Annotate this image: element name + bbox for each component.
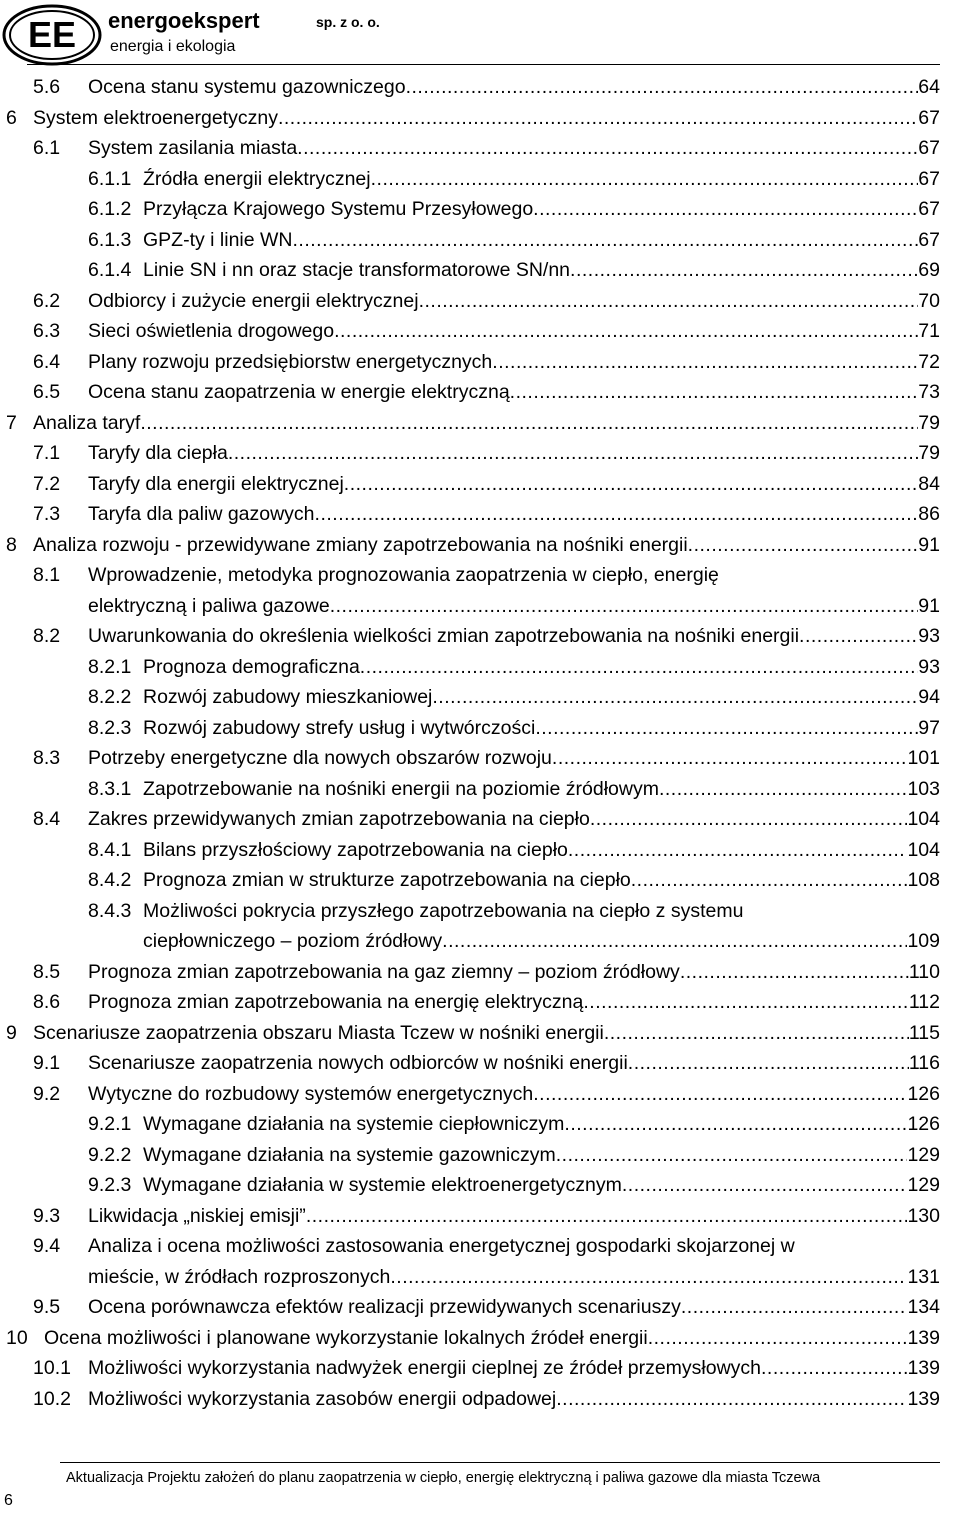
toc-entry-leader xyxy=(659,774,908,804)
toc-entry-page: 126 xyxy=(907,1082,940,1105)
toc-entry-number: 6.1.2 xyxy=(88,198,132,220)
toc-entry-page: 93 xyxy=(918,625,940,647)
toc-entry-page: 129 xyxy=(907,1143,940,1166)
toc-entry-number: 6.1 xyxy=(33,137,61,159)
toc-entry-number: 6.1.4 xyxy=(88,259,132,281)
toc-entry-number: 7.2 xyxy=(33,472,61,495)
toc-entry[interactable] xyxy=(33,1353,940,1383)
toc-entry-number: 6.1.1 xyxy=(88,167,132,190)
toc-entry-leader xyxy=(628,1048,909,1078)
footer-divider xyxy=(60,1462,940,1463)
toc-entry-leader xyxy=(688,530,919,560)
toc-entry-title-continued: ciepłowniczego – poziom źródłowy xyxy=(143,930,443,952)
toc-entry-title: System elektroenergetyczny xyxy=(33,106,278,129)
toc-entry-number: 8.2.1 xyxy=(88,655,132,678)
toc-entry-leader xyxy=(315,499,919,529)
toc-entry-number: 5.6 xyxy=(33,76,61,98)
toc-entry-leader xyxy=(761,1353,907,1383)
toc-entry-leader xyxy=(533,194,918,224)
toc-entry-continuation[interactable] xyxy=(143,926,940,956)
toc-entry-leader xyxy=(681,1292,908,1322)
toc-entry-number: 8.1 xyxy=(33,564,61,586)
toc-entry-title: Zapotrzebowanie na nośniki energii na poziomie źródłowym xyxy=(143,777,659,800)
toc-entry-leader xyxy=(604,1018,909,1048)
toc-entry[interactable] xyxy=(33,286,940,316)
toc-entry-title: Uwarunkowania do określenia wielkości zmian zapotrzebowania na nośniki energii xyxy=(88,625,800,647)
toc-entry[interactable] xyxy=(88,1140,940,1170)
toc-entry-leader xyxy=(306,1201,908,1231)
toc-entry[interactable] xyxy=(33,469,940,499)
toc-entry-page: 67 xyxy=(918,106,940,129)
toc-entry-page: 84 xyxy=(918,472,940,495)
toc-entry-title: Prognoza zmian w strukturze zapotrzebowania na ciepło xyxy=(143,869,631,891)
toc-entry[interactable] xyxy=(88,164,940,194)
toc-entry-page: 67 xyxy=(918,228,940,251)
toc-entry-number: 8 xyxy=(6,533,17,556)
toc-entry-leader xyxy=(330,591,919,621)
toc-entry-leader xyxy=(419,286,919,316)
toc-entry[interactable] xyxy=(33,377,940,407)
toc-entry[interactable] xyxy=(33,987,940,1017)
toc-entry[interactable] xyxy=(88,652,940,682)
toc-entry[interactable] xyxy=(33,438,940,468)
toc-entry[interactable] xyxy=(33,316,940,346)
toc-entry-number: 9.1 xyxy=(33,1052,61,1074)
logo-text: EE xyxy=(27,14,77,55)
toc-entry-leader xyxy=(360,652,919,682)
toc-entry-number: 9.2.3 xyxy=(88,1174,132,1196)
toc-entry-title: Rozwój zabudowy mieszkaniowej xyxy=(143,686,433,708)
toc-entry-page: 139 xyxy=(907,1326,940,1349)
toc-entry-number: 6.5 xyxy=(33,381,61,403)
toc-entry-title: Możliwości wykorzystania nadwyżek energii cieplnej ze źródeł przemysłowych xyxy=(88,1357,762,1379)
toc-entry[interactable] xyxy=(33,1079,940,1109)
toc-entry-leader xyxy=(228,438,918,468)
toc-entry-leader xyxy=(533,1079,907,1109)
toc-entry-title: Ocena porównawcza efektów realizacji przewidywanych scenariuszy xyxy=(88,1296,681,1318)
toc-entry-number: 8.4.3 xyxy=(88,899,132,922)
toc-entry[interactable] xyxy=(33,1201,940,1231)
toc-entry-title: Taryfy dla energii elektrycznej xyxy=(88,472,344,495)
toc-entry-page: 69 xyxy=(918,259,940,281)
toc-entry-number: 9.4 xyxy=(33,1235,61,1257)
toc-entry-title: Wytyczne do rozbudowy systemów energetycznych xyxy=(88,1082,534,1105)
toc-entry-leader xyxy=(552,743,908,773)
toc-entry[interactable] xyxy=(88,194,940,224)
toc-entry-title-continued: mieście, w źródłach rozproszonych xyxy=(88,1265,391,1288)
toc-entry[interactable] xyxy=(33,347,940,377)
toc-entry-number: 8.2.3 xyxy=(88,716,132,739)
toc-entry-title: GPZ-ty i linie WN xyxy=(143,228,293,251)
toc-entry-page: 116 xyxy=(908,1052,940,1074)
toc-entry-page: 126 xyxy=(907,1113,940,1135)
toc-entry-number: 8.6 xyxy=(33,991,61,1013)
toc-entry[interactable] xyxy=(33,957,940,987)
toc-entry-page: 67 xyxy=(918,137,940,159)
toc-entry[interactable] xyxy=(6,408,940,438)
toc-entry-page: 112 xyxy=(908,991,940,1013)
toc-entry-leader xyxy=(297,133,918,163)
toc-entry-title: Wymagane działania w systemie elektroenergetycznym xyxy=(143,1174,622,1196)
toc-entry-leader xyxy=(334,316,918,346)
toc-entry-number: 6.1.3 xyxy=(88,228,132,251)
toc-entry[interactable] xyxy=(88,896,940,926)
toc-entry-page: 93 xyxy=(918,655,940,678)
toc-entry-leader xyxy=(631,865,908,895)
company-logo xyxy=(2,4,102,66)
toc-entry-number: 8.4.2 xyxy=(88,869,132,891)
toc-entry-title: Wprowadzenie, metodyka prognozowania zaopatrzenia w ciepło, energię xyxy=(88,564,719,586)
toc-entry-page: 103 xyxy=(907,777,940,800)
toc-entry-title: Linie SN i nn oraz stacje transformatorowe SN/nn xyxy=(143,259,571,281)
toc-entry[interactable] xyxy=(33,1292,940,1322)
toc-entry-title: Ocena możliwości i planowane wykorzystanie lokalnych źródeł energii xyxy=(44,1326,648,1349)
toc-entry-number: 6 xyxy=(6,106,17,129)
toc-entry-page: 91 xyxy=(918,594,940,617)
toc-entry-leader xyxy=(278,103,918,133)
toc-entry[interactable] xyxy=(6,530,940,560)
toc-entry-page: 129 xyxy=(907,1174,940,1196)
toc-entry-number: 9.2.2 xyxy=(88,1143,132,1166)
toc-entry-title: Analiza rozwoju - przewidywane zmiany zapotrzebowania na nośniki energii xyxy=(33,533,688,556)
company-suffix: sp. z o. o. xyxy=(316,14,380,30)
toc-entry-leader xyxy=(535,713,918,743)
toc-entry[interactable] xyxy=(6,103,940,133)
toc-entry-number: 8.5 xyxy=(33,960,61,983)
toc-entry-title: Analiza taryf xyxy=(33,411,141,434)
toc-entry-page: 101 xyxy=(907,747,940,769)
toc-entry-leader xyxy=(648,1323,908,1353)
toc-entry-number: 7.3 xyxy=(33,503,61,525)
toc-entry[interactable] xyxy=(88,225,940,255)
toc-entry-title: Przyłącza Krajowego Systemu Przesyłowego xyxy=(143,198,534,220)
toc-entry-page: 109 xyxy=(907,930,940,952)
toc-entry-number: 8.2 xyxy=(33,625,61,647)
toc-entry-title: Wymagane działania na systemie ciepłowniczym xyxy=(143,1113,565,1135)
toc-entry-page: 94 xyxy=(918,686,940,708)
toc-entry-number: 9.5 xyxy=(33,1296,61,1318)
toc-entry-leader xyxy=(556,1384,907,1414)
toc-entry-title-continued: elektryczną i paliwa gazowe xyxy=(88,594,330,617)
toc-entry-leader xyxy=(622,1170,908,1200)
toc-entry-leader xyxy=(344,469,919,499)
toc-entry-page: 104 xyxy=(907,838,940,861)
toc-entry-number: 8.4 xyxy=(33,808,61,830)
footer-title: Aktualizacja Projektu założeń do planu zaopatrzenia w ciepło, energię elektryczną i paliwa gazowe dla miasta Tczewa xyxy=(66,1470,821,1486)
toc-entry-title: Ocena stanu zaopatrzenia w energie elektryczną xyxy=(88,381,510,403)
toc-entry[interactable] xyxy=(88,682,940,712)
toc-entry-title: Rozwój zabudowy strefy usług i wytwórczości xyxy=(143,716,536,739)
toc-entry-number: 9.2 xyxy=(33,1082,61,1105)
toc-entry-number: 8.4.1 xyxy=(88,838,132,861)
toc-entry-leader xyxy=(583,987,909,1017)
toc-entry-leader xyxy=(406,72,919,102)
toc-entry-title: Scenariusze zaopatrzenia nowych odbiorców w nośniki energii xyxy=(88,1052,628,1074)
toc-entry-number: 10.2 xyxy=(33,1387,71,1410)
toc-entry-number: 10.1 xyxy=(33,1357,71,1379)
toc-entry-page: 108 xyxy=(907,869,940,891)
toc-entry-number: 7 xyxy=(6,411,17,434)
toc-entry-title: System zasilania miasta xyxy=(88,137,298,159)
toc-entry-page: 72 xyxy=(918,350,940,373)
toc-entry-leader xyxy=(568,835,908,865)
toc-entry-page: 130 xyxy=(907,1204,940,1227)
toc-entry[interactable] xyxy=(88,774,940,804)
toc-entry-page: 70 xyxy=(918,289,940,312)
toc-entry-leader xyxy=(590,804,908,834)
toc-entry-title: Źródła energii elektrycznej xyxy=(143,167,371,190)
toc-entry-title: Likwidacja „niskiej emisji” xyxy=(88,1204,306,1227)
toc-entry-title: Taryfy dla ciepła xyxy=(88,442,228,464)
toc-entry-continuation[interactable] xyxy=(88,591,940,621)
toc-entry-number: 6.2 xyxy=(33,289,61,312)
toc-entry-title: Sieci oświetlenia drogowego xyxy=(88,320,335,342)
toc-entry-number: 6.3 xyxy=(33,320,61,342)
toc-entry-page: 134 xyxy=(907,1296,940,1318)
toc-entry-number: 8.3 xyxy=(33,747,61,769)
toc-entry-number: 8.2.2 xyxy=(88,686,132,708)
toc-entry-title: Ocena stanu systemu gazowniczego xyxy=(88,76,406,98)
toc-entry[interactable] xyxy=(33,499,940,529)
toc-entry-title: Prognoza zmian zapotrzebowania na energię elektryczną xyxy=(88,991,584,1013)
toc-entry-leader xyxy=(432,682,918,712)
toc-entry-page: 91 xyxy=(918,533,940,556)
toc-entry-leader xyxy=(570,255,918,285)
toc-entry-page: 67 xyxy=(918,167,940,190)
toc-entry[interactable] xyxy=(6,1018,940,1048)
toc-entry[interactable] xyxy=(88,255,940,285)
toc-entry-page: 79 xyxy=(918,411,940,434)
toc-entry[interactable] xyxy=(6,1323,940,1353)
toc-entry-page: 97 xyxy=(918,716,940,739)
toc-entry[interactable] xyxy=(33,560,940,590)
header-divider xyxy=(27,64,940,65)
toc-entry[interactable] xyxy=(88,713,940,743)
toc-entry-leader xyxy=(510,377,919,407)
toc-entry-page: 139 xyxy=(907,1387,940,1410)
page-number: 6 xyxy=(4,1492,13,1509)
toc-entry-number: 6.4 xyxy=(33,350,61,373)
toc-entry-page: 110 xyxy=(908,960,940,983)
toc-entry-leader xyxy=(799,621,918,651)
toc-entry-continuation[interactable] xyxy=(88,1262,940,1292)
toc-entry-page: 131 xyxy=(907,1265,940,1288)
toc-entry-title: Bilans przyszłościowy zapotrzebowania na ciepło xyxy=(143,838,568,861)
toc-entry-title: Plany rozwoju przedsiębiorstw energetycznych xyxy=(88,350,493,373)
toc-entry-page: 86 xyxy=(918,503,940,525)
toc-entry-page: 79 xyxy=(918,442,940,464)
toc-entry-leader xyxy=(680,957,909,987)
toc-entry[interactable] xyxy=(88,835,940,865)
toc-entry-leader xyxy=(140,408,918,438)
toc-entry-title: Możliwości wykorzystania zasobów energii odpadowej xyxy=(88,1387,557,1410)
toc-entry-title: Możliwości pokrycia przyszłego zapotrzebowania na ciepło z systemu xyxy=(143,899,744,922)
toc-entry[interactable] xyxy=(33,72,940,102)
toc-entry-title: Zakres przewidywanych zmian zapotrzebowania na ciepło xyxy=(88,808,590,830)
toc-entry-leader xyxy=(293,225,919,255)
toc-entry-page: 71 xyxy=(918,320,940,342)
toc-entry-number: 10 xyxy=(6,1326,28,1349)
toc-entry-leader xyxy=(371,164,919,194)
toc-entry-title: Prognoza demograficzna xyxy=(143,655,360,678)
toc-entry-number: 9 xyxy=(6,1021,17,1044)
toc-entry-page: 139 xyxy=(907,1357,940,1379)
toc-entry-page: 104 xyxy=(907,808,940,830)
toc-entry-leader xyxy=(556,1140,908,1170)
toc-entry-page: 64 xyxy=(918,76,940,98)
toc-entry-number: 8.3.1 xyxy=(88,777,132,800)
company-name: energoekspert xyxy=(108,8,260,33)
toc-entry-title: Analiza i ocena możliwości zastosowania energetycznej gospodarki skojarzonej w xyxy=(88,1235,795,1257)
toc-entry-number: 9.2.1 xyxy=(88,1113,132,1135)
toc-entry[interactable] xyxy=(33,1231,940,1261)
toc-entry[interactable] xyxy=(33,1048,940,1078)
toc-entry[interactable] xyxy=(88,1170,940,1200)
toc-entry-title: Scenariusze zaopatrzenia obszaru Miasta Tczew w nośniki energii xyxy=(33,1021,604,1044)
toc-entry-leader xyxy=(390,1262,907,1292)
toc-entry-title: Taryfa dla paliw gazowych xyxy=(88,503,315,525)
toc-entry[interactable] xyxy=(33,1384,940,1414)
toc-entry-title: Prognoza zmian zapotrzebowania na gaz ziemny – poziom źródłowy xyxy=(88,960,680,983)
toc-entry-title: Wymagane działania na systemie gazowniczym xyxy=(143,1143,556,1166)
page-header xyxy=(0,0,960,70)
toc-entry-page: 67 xyxy=(918,198,940,220)
toc-entry[interactable] xyxy=(33,133,940,163)
toc-entry[interactable] xyxy=(33,621,940,651)
toc-entry-page: 73 xyxy=(918,381,940,403)
toc-entry-page: 115 xyxy=(908,1021,940,1044)
toc-entry[interactable] xyxy=(88,865,940,895)
toc-entry-leader xyxy=(492,347,918,377)
toc-entry-title: Potrzeby energetyczne dla nowych obszarów rozwoju xyxy=(88,747,552,769)
toc-entry[interactable] xyxy=(33,804,940,834)
toc-entry[interactable] xyxy=(33,743,940,773)
toc-entry-leader xyxy=(564,1109,907,1139)
toc-entry[interactable] xyxy=(88,1109,940,1139)
toc-entry-number: 9.3 xyxy=(33,1204,61,1227)
toc-entry-title: Odbiorcy i zużycie energii elektrycznej xyxy=(88,289,419,312)
toc-entry-leader xyxy=(442,926,907,956)
company-tagline: energia i ekologia xyxy=(110,38,236,55)
toc-entry-number: 7.1 xyxy=(33,442,61,464)
